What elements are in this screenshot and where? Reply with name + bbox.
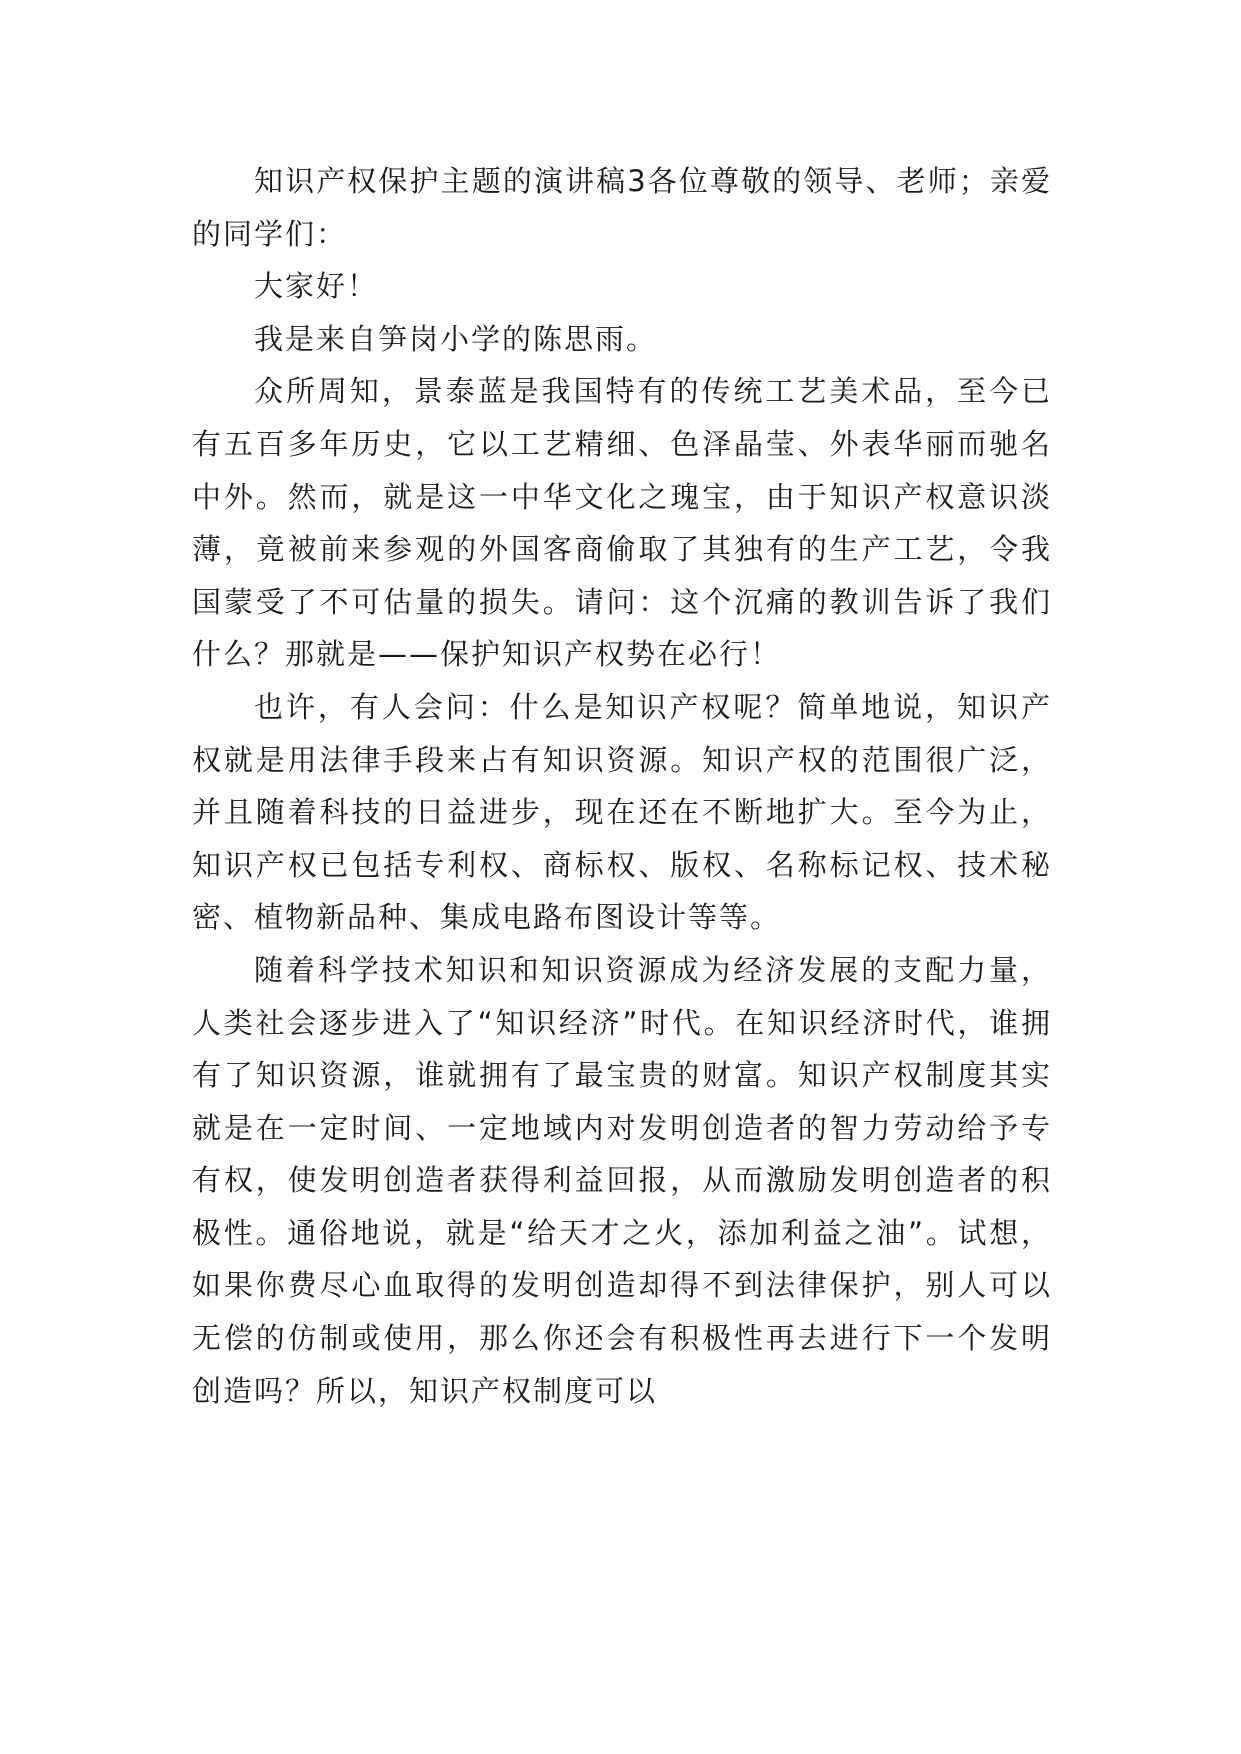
paragraph-cloisonne: 众所周知，景泰蓝是我国特有的传统工艺美术品，至今已有五百多年历史，它以工艺精细、色泽晶莹、外表华丽而驰名中外。然而，就是这一中华文化之瑰宝，由于知识产权意识淡薄，竟被前来参观的外国客商偷取了其独有的生产工艺，令我国蒙受了不可估量的损失。请问：这个沉痛的教训告诉了我们什么？那就是——保护知识产权势在必行！ (192, 374, 1052, 672)
paragraph-hello: 大家好！ (254, 269, 379, 304)
paragraph-title-greeting: 知识产权保护主题的演讲稿3各位尊敬的领导、老师；亲爱的同学们： (192, 164, 1052, 251)
paragraph-what-is-ip: 也许，有人会问：什么是知识产权呢？简单地说，知识产权就是用法律手段来占有知识资源。知识产权的范围很广泛，并且随着科技的日益进步，现在还在不断地扩大。至今为止，知识产权已包括专利权、商标权、版权、名称标记权、技术秘密、植物新品种、集成电路布图设计等等。 (192, 689, 1052, 935)
paragraph-knowledge-economy: 随着科学技术知识和知识资源成为经济发展的支配力量，人类社会逐步进入了“知识经济”时代。在知识经济时代，谁拥有了知识资源，谁就拥有了最宝贵的财富。知识产权制度其实就是在一定时间、一定地域内对发明创造者的智力劳动给予专有权，使发明创造者获得利益回报，从而激励发明创造者的积极性。通俗地说，就是“给天才之火，添加利益之油”。试想，如果你费尽心血取得的发明创造却得不到法律保护，别人可以无偿的仿制或使用，那么你还会有积极性再去进行下一个发明创造吗？所以，知识产权制度可以 (192, 952, 1052, 1408)
document-body (192, 155, 1052, 1417)
paragraph-self-intro: 我是来自笋岗小学的陈思雨。 (254, 321, 658, 356)
